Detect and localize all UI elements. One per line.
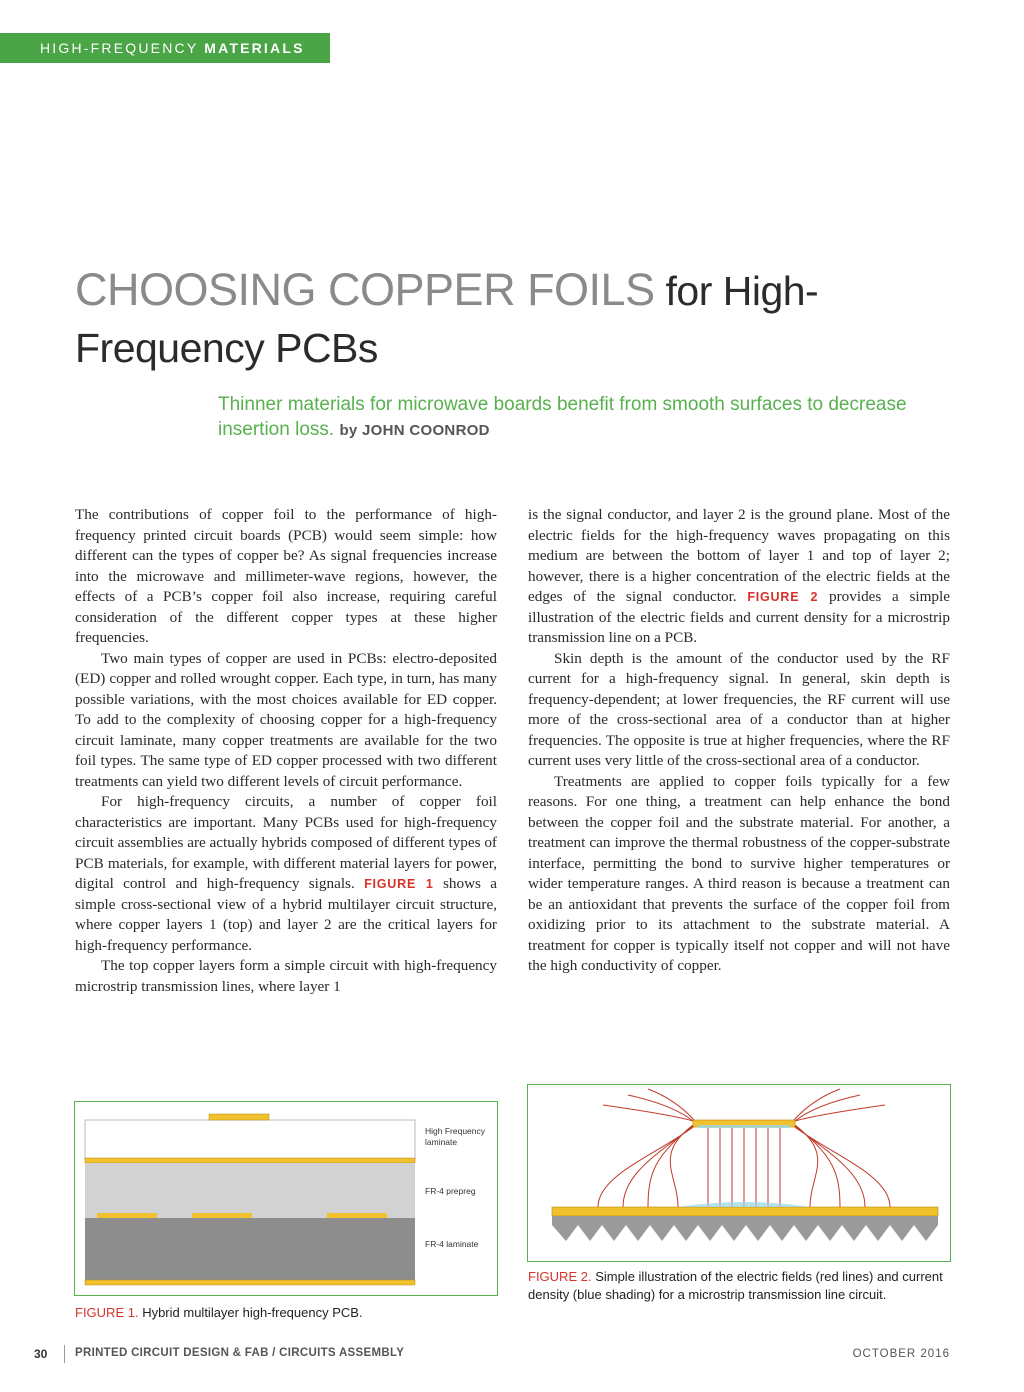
caption-text: Simple illustration of the electric fields (red lines) and current density (blue shading) for a microstrip transmission line circuit. <box>528 1269 943 1302</box>
paragraph-text: shows a simple cross-sectional view of a hybrid multilayer circuit structure, where copper layers 1 (top) and layer 2 are the critical layers for high-frequency performance. <box>75 875 497 954</box>
article-deck <box>218 392 938 443</box>
paragraph <box>528 505 950 649</box>
issue-date: OCTOBER 2016 <box>852 1348 950 1360</box>
caption-label: FIGURE 1. <box>75 1305 139 1320</box>
bottom-copper <box>85 1280 415 1285</box>
prepreg-layer <box>85 1163 415 1218</box>
figure-1-illustration <box>75 1102 497 1295</box>
paragraph: Skin depth is the amount of the conductor used by the RF current for a high-frequency signal. In general, skin depth is frequency-dependent; at lower frequencies, the RF current will use more of the cross-sectional area of a conductor than at higher frequencies. The opposite is true at higher frequencies, where the RF current uses very little of the cross-sectional area of a conductor. <box>528 649 950 769</box>
label-hf-laminate: High Frequency <box>425 1126 486 1136</box>
figure-1-caption <box>75 1304 495 1322</box>
label-prepreg: FR-4 prepreg <box>425 1186 476 1196</box>
footer-divider <box>64 1345 65 1363</box>
label-hf-laminate-2: laminate <box>425 1137 458 1147</box>
body-column-2 <box>528 505 950 977</box>
signal-trace <box>209 1114 269 1120</box>
paragraph-text: is the signal conductor, and layer 2 is the ground plane. Most of the electric fields for the high-frequency waves propagating on this medium are between the bottom of layer 1 and top of layer 2; however, there is a higher concentration of the electric fields at the edges of the signal conductor. <box>528 506 950 605</box>
deck-text: Thinner materials for microwave boards benefit from smooth surfaces to decrease insertion loss. <box>218 394 907 440</box>
figure-1-reference: FIGURE 1 <box>364 877 434 891</box>
figure-2-illustration <box>528 1085 950 1261</box>
page-number: 30 <box>34 1347 48 1361</box>
figure-2-caption <box>528 1268 948 1304</box>
figure-1 <box>74 1101 498 1296</box>
inner-trace <box>192 1213 252 1218</box>
conductor-current-density <box>698 1125 790 1128</box>
label-fr4: FR-4 laminate <box>425 1239 479 1249</box>
hf-laminate-layer <box>85 1120 415 1160</box>
figure-2 <box>527 1084 951 1262</box>
paragraph: The contributions of copper foil to the performance of high-frequency printed circuit boards (PCB) would seem simple: how different can the types of copper be? As signal frequencies increase into the microwave and millimeter-wave regions, however, the effects of a PCB’s copper foil also increase, requiring careful consideration of the different copper types at these higher frequencies. <box>75 506 497 646</box>
paragraph: The top copper layers form a simple circuit with high-frequency microstrip transmission lines, where layer 1 <box>75 957 497 995</box>
section-label: HIGH-FREQUENCY <box>40 40 205 56</box>
caption-text: Hybrid multilayer high-frequency PCB. <box>138 1305 363 1320</box>
paragraph <box>75 792 497 956</box>
ground-plane <box>552 1207 938 1216</box>
title-main: CHOOSING COPPER FOILS <box>75 264 655 315</box>
caption-label: FIGURE 2. <box>528 1269 592 1284</box>
title-rest-line2: Frequency PCBs <box>75 325 378 371</box>
publication-name: PRINTED CIRCUIT DESIGN & FAB / CIRCUITS ASSEMBLY <box>75 1347 405 1359</box>
figure-2-reference: FIGURE 2 <box>747 590 819 604</box>
byline: by JOHN COONROD <box>339 422 490 439</box>
paragraph: Treatments are applied to copper foils typically for a few reasons. For one thing, a treatment can help enhance the bond between the copper foil and the substrate material. For another, a treatment can improve the thermal robustness of the copper-substrate interface, permitting the bond to survive higher temperatures or wider temperature ranges. A third reason is because a treatment can be an antioxidant that prevents the surface of the copper foil from oxidizing prior to its attachment to the substrate material. A treatment for copper is typically itself not copper and will not have the high conductivity of copper. <box>528 772 950 974</box>
paragraph: Two main types of copper are used in PCBs: electro-deposited (ED) copper and rolled wrought copper. Each type, in turn, has many possible variations, with the most choices available for ED copper. To add to the complexity of choosing copper for a high-frequency circuit laminate, many copper treatments are available for the two foil types. The same type of ED copper processed with two different treatments can yield two different levels of circuit performance. <box>75 649 497 790</box>
paragraph-text: provides a simple illustration of the electric fields and current density for a microstrip transmission line on a PCB. <box>528 588 950 646</box>
fr4-laminate-layer <box>85 1218 415 1280</box>
title-rest-line1: for High- <box>654 268 819 314</box>
body-column-1 <box>75 505 497 997</box>
inner-trace <box>327 1213 387 1218</box>
article-title <box>75 262 975 376</box>
section-tab <box>0 33 330 63</box>
section-label-bold: MATERIALS <box>204 40 305 56</box>
ground-plane-copper <box>85 1158 415 1163</box>
inner-trace <box>97 1213 157 1218</box>
paragraph-text: For high-frequency circuits, a number of copper foil characteristics are important. Many PCBs used for high-frequency circuit assemblies are actually hybrids composed of different types of PCB materials, for example, with different material layers for power, digital control and high-frequency signals. <box>75 793 497 892</box>
